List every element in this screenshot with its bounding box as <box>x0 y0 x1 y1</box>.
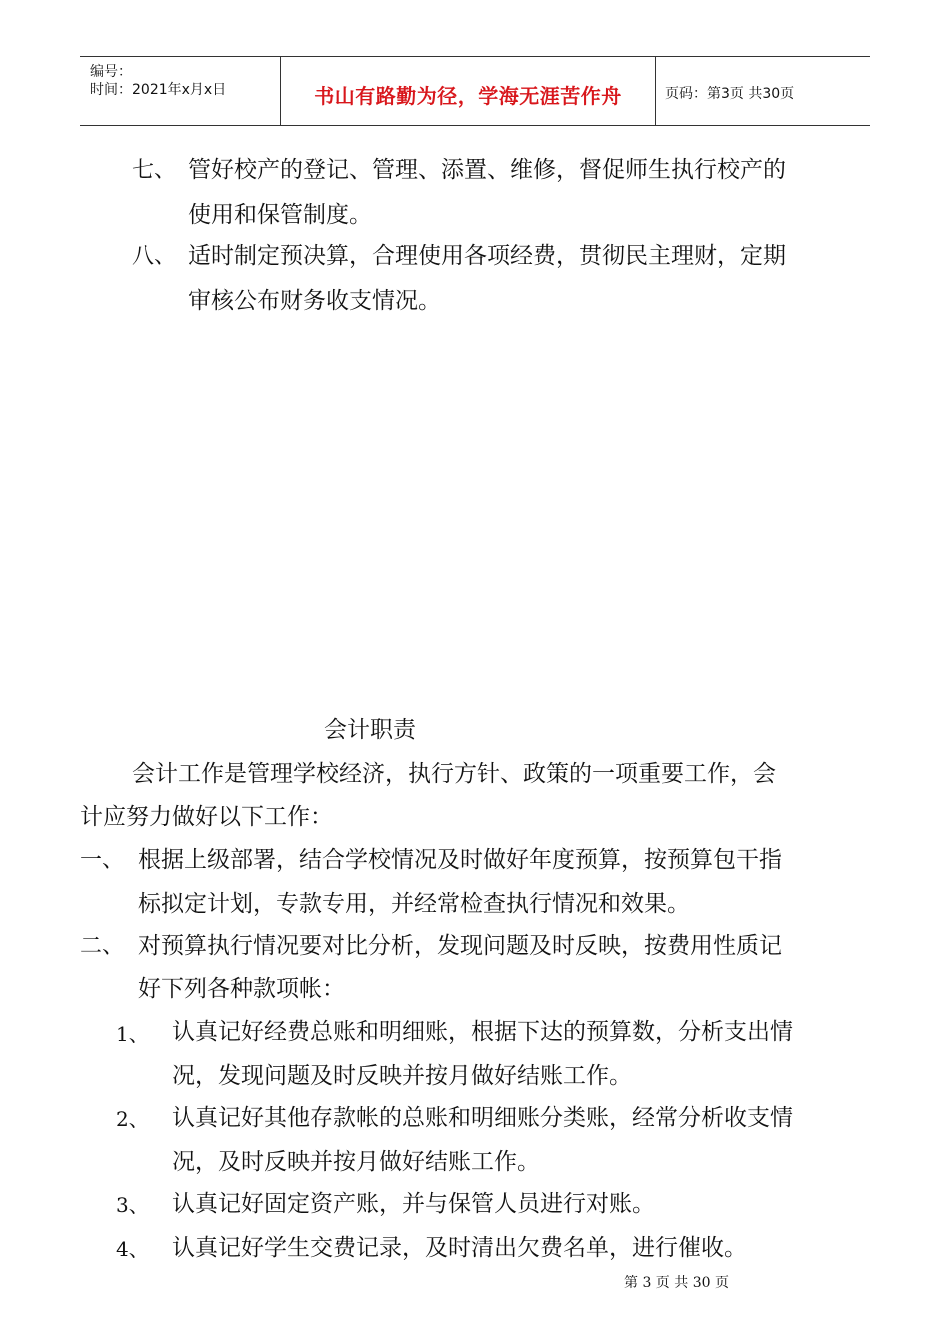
subitem-text: 认真记好固定资产账，并与保管人员进行对账。 <box>172 1191 655 1217</box>
page-info: 页码：第3页 共30页 <box>665 86 795 102</box>
item-text-continued: 标拟定计划，专款专用，并经常检查执行情况和效果。 <box>138 891 690 917</box>
subitem-number: 4、 <box>116 1237 149 1261</box>
item-number: 七、 <box>132 158 177 183</box>
item-text: 根据上级部署，结合学校情况及时做好年度预算，按预算包干指 <box>138 847 782 873</box>
subitem-number: 2、 <box>116 1107 149 1131</box>
page-header <box>80 56 870 126</box>
subitem-number: 3、 <box>116 1193 149 1217</box>
item-text-continued: 审核公布财务收支情况。 <box>188 288 441 314</box>
number-label: 编号： <box>90 64 132 80</box>
intro-text: 会计工作是管理学校经济，执行方针、政策的一项重要工作，会 <box>132 761 776 787</box>
page-footer: 第 3 页 共 30 页 <box>624 1275 729 1291</box>
item-number: 一、 <box>80 848 125 873</box>
header-page-cell <box>655 57 870 125</box>
item-text-continued: 好下列各种款项帐： <box>138 976 345 1002</box>
subitem-text-continued: 况，及时反映并按月做好结账工作。 <box>172 1149 540 1175</box>
section-title: 会计职责 <box>324 717 416 743</box>
subitem-text: 认真记好其他存款帐的总账和明细账分类账，经常分析收支情 <box>172 1105 793 1131</box>
header-meta <box>80 57 280 125</box>
item-text: 对预算执行情况要对比分析，发现问题及时反映，按费用性质记 <box>138 933 782 959</box>
date-label: 时间：2021年x月x日 <box>90 82 227 98</box>
item-text: 适时制定预决算，合理使用各项经费，贯彻民主理财，定期 <box>188 243 786 269</box>
subitem-text-continued: 况，发现问题及时反映并按月做好结账工作。 <box>172 1063 632 1089</box>
subitem-text: 认真记好学生交费记录，及时清出欠费名单，进行催收。 <box>172 1235 747 1261</box>
header-motto-cell <box>280 57 656 125</box>
subitem-text: 认真记好经费总账和明细账，根据下达的预算数，分析支出情 <box>172 1019 793 1045</box>
item-text-continued: 使用和保管制度。 <box>188 202 372 228</box>
subitem-number: 1、 <box>116 1022 149 1046</box>
item-number: 二、 <box>80 934 125 959</box>
motto: 书山有路勤为径，学海无涯苦作舟 <box>314 84 622 108</box>
intro-text-continued: 计应努力做好以下工作： <box>80 804 333 830</box>
item-number: 八、 <box>132 244 177 269</box>
item-text: 管好校产的登记、管理、添置、维修，督促师生执行校产的 <box>188 157 786 183</box>
